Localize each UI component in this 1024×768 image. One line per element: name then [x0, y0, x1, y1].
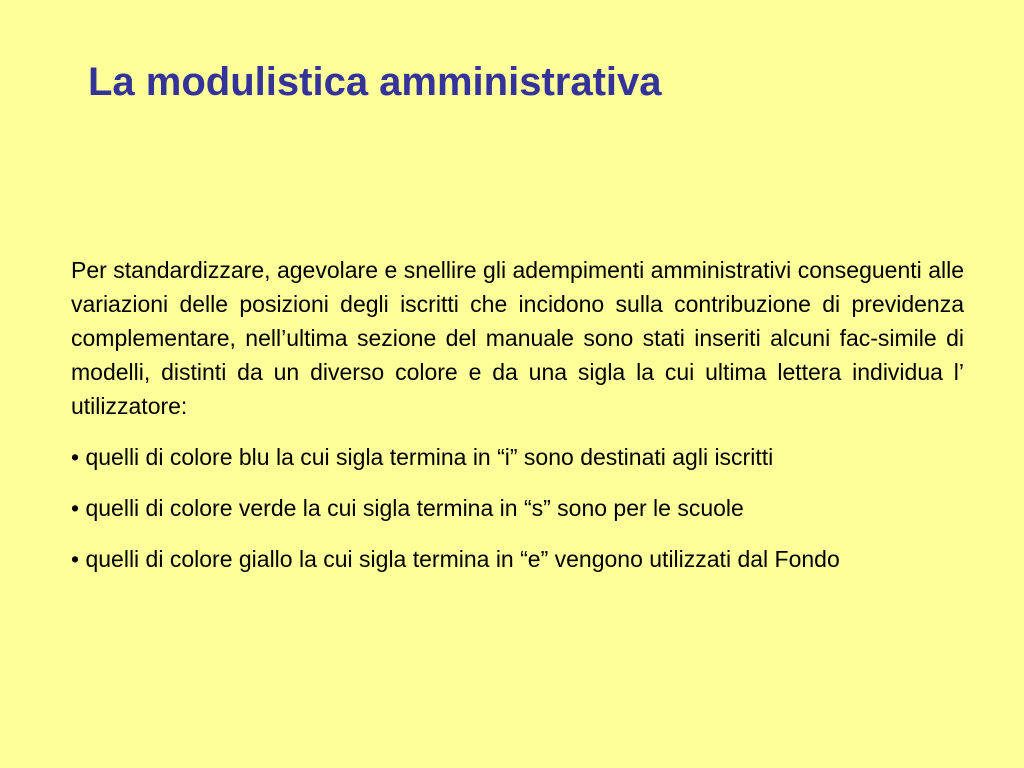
- bullet-item-green: [71, 491, 964, 525]
- bullet-icon: •: [71, 444, 80, 470]
- bullet-text: quelli di colore blu la cui sigla termina in “i” sono destinati agli iscritti: [85, 444, 774, 470]
- slide-body: [71, 253, 964, 576]
- slide-title: La modulistica amministrativa: [88, 60, 662, 104]
- bullet-item-yellow: [71, 542, 964, 576]
- bullet-icon: •: [71, 495, 80, 521]
- bullet-text: quelli di colore giallo la cui sigla termina in “e” vengono utilizzati dal Fondo: [85, 546, 840, 572]
- bullet-text: quelli di colore verde la cui sigla termina in “s” sono per le scuole: [85, 495, 744, 521]
- intro-paragraph: Per standardizzare, agevolare e snellire gli adempimenti amministrativi conseguenti alle variazioni delle posizioni degli iscritti che incidono sulla contribuzione di previdenza complementare, nell’ultima sezione del manuale sono stati inseriti alcuni fac-simile di modelli, distinti da un diverso colore e da una sigla la cui ultima lettera individua l’ utilizzatore:: [71, 257, 964, 419]
- bullet-item-blue: [71, 440, 964, 474]
- bullet-icon: •: [71, 546, 80, 572]
